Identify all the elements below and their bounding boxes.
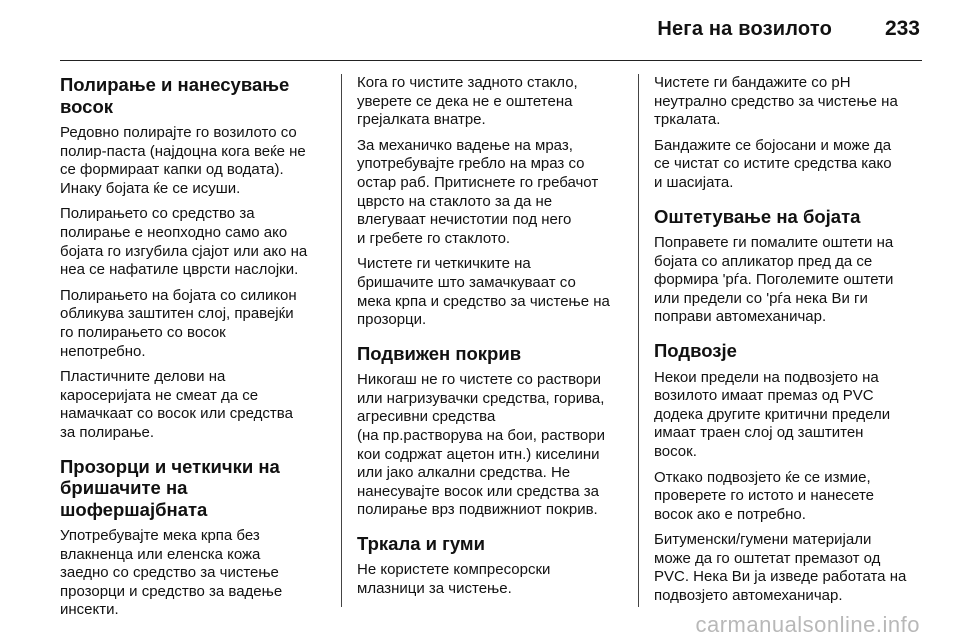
paragraph: Битуменски/гумени материјали може да го оштетат премазот од PVC. Нека Ви ја изведе работата на подвозјето автомеханичар. — [654, 531, 907, 605]
text-column-3 — [654, 74, 922, 613]
section-heading: Оштетување на бојата — [654, 205, 861, 227]
column-divider — [638, 74, 639, 607]
header-divider — [60, 60, 922, 61]
section-wheels-tyres — [357, 533, 625, 599]
section-windows-continued — [357, 74, 625, 330]
section-polishing — [60, 74, 328, 443]
text-column-2 — [357, 74, 625, 606]
paragraph: Поправете ги помалите оштети на бојата со апликатор пред да се формира 'рѓа. Поголемите оштети или предели со 'рѓа нека Ви ги поправи автомеханичар. — [654, 234, 894, 326]
section-heading: Прозорци и четкички на бришачите на шофершајбната — [60, 455, 280, 520]
section-heading: Полирање и нанесување восок — [60, 74, 290, 117]
paragraph: Редовно полирајте го возилото со полир-паста (најдоцна кога веќе не се формираат капки од водата). Инаку бојата ќе се исуши. — [60, 124, 306, 197]
paragraph: Никогаш не го чистете со раствори или нагризувачки средства, горива, агресивни средства (на пр.растворува на бои, раствори кои содржат ацетон итн.) киселини или јако алкални средства. Не нанесувајте восок или средства за полирање врз подвижниот покрив. — [357, 371, 605, 519]
column-divider — [341, 74, 342, 607]
paragraph: Чистете ги четкичките на бришачите што замачкуваат со мека крпа и средство за чистење на прозорци. — [357, 255, 610, 329]
text-column-1 — [60, 74, 328, 627]
paragraph: Употребувајте мека крпа без влакненца или еленска кожа заедно со средство за чистење прозорци и средство за вадење инсекти. — [60, 527, 283, 619]
paragraph: Кога го чистите задното стакло, уверете се дека не е оштетена грејалката внатре. — [357, 74, 578, 129]
paragraph: Некои предели на подвозјето на возилото имаат премаз од PVC додека другите критични предели имаат траен слој од заштитен восок. — [654, 368, 891, 460]
watermark: carmanualsonline.info — [695, 612, 920, 637]
section-heading: Подвижен покрив — [357, 342, 522, 364]
paragraph: Полирањето на бојата со силикон обликува заштитен слој, правејќи го полирањето со восок непотребно. — [60, 286, 297, 360]
paragraph: Не користете компресорски млазници за чистење. — [357, 561, 551, 598]
section-heading: Тркала и гуми — [357, 532, 485, 554]
section-windows-wipers — [60, 456, 328, 620]
paragraph: Пластичните делови на каросеријата не смеат да се намачкаат со восок или средства за полирање. — [60, 368, 293, 441]
section-paint-damage — [654, 206, 922, 327]
section-sunroof — [357, 343, 625, 520]
section-heading: Подвозје — [654, 340, 737, 362]
section-underbody — [654, 340, 922, 606]
paragraph: Чистете ги бандажите со pH неутрално средство за чистење на тркалата. — [654, 74, 898, 129]
page-title: Нега на возилото — [657, 18, 832, 40]
paragraph: За механичко вадење на мраз, употребувајте гребло на мраз со остар раб. Притиснете го гребачот цврсто на стаклото за да не влегуваат нечистотии под него и гребете го стаклото. — [357, 136, 599, 247]
paragraph: Бандажите се бојосани и може да се чистат со истите средства како и шасијата. — [654, 136, 892, 191]
page-number: 233 — [884, 17, 920, 40]
running-header — [60, 16, 922, 50]
paragraph: Полирањето со средство за полирање е неопходно само ако бојата го изгубила сјајот или ако на неа се нафатиле цврсти наслојки. — [60, 205, 308, 279]
section-wheels-continued — [654, 74, 922, 193]
paragraph: Откако подвозјето ќе се измие, проверете го истото и нанесете восок ако е потребно. — [654, 468, 874, 523]
